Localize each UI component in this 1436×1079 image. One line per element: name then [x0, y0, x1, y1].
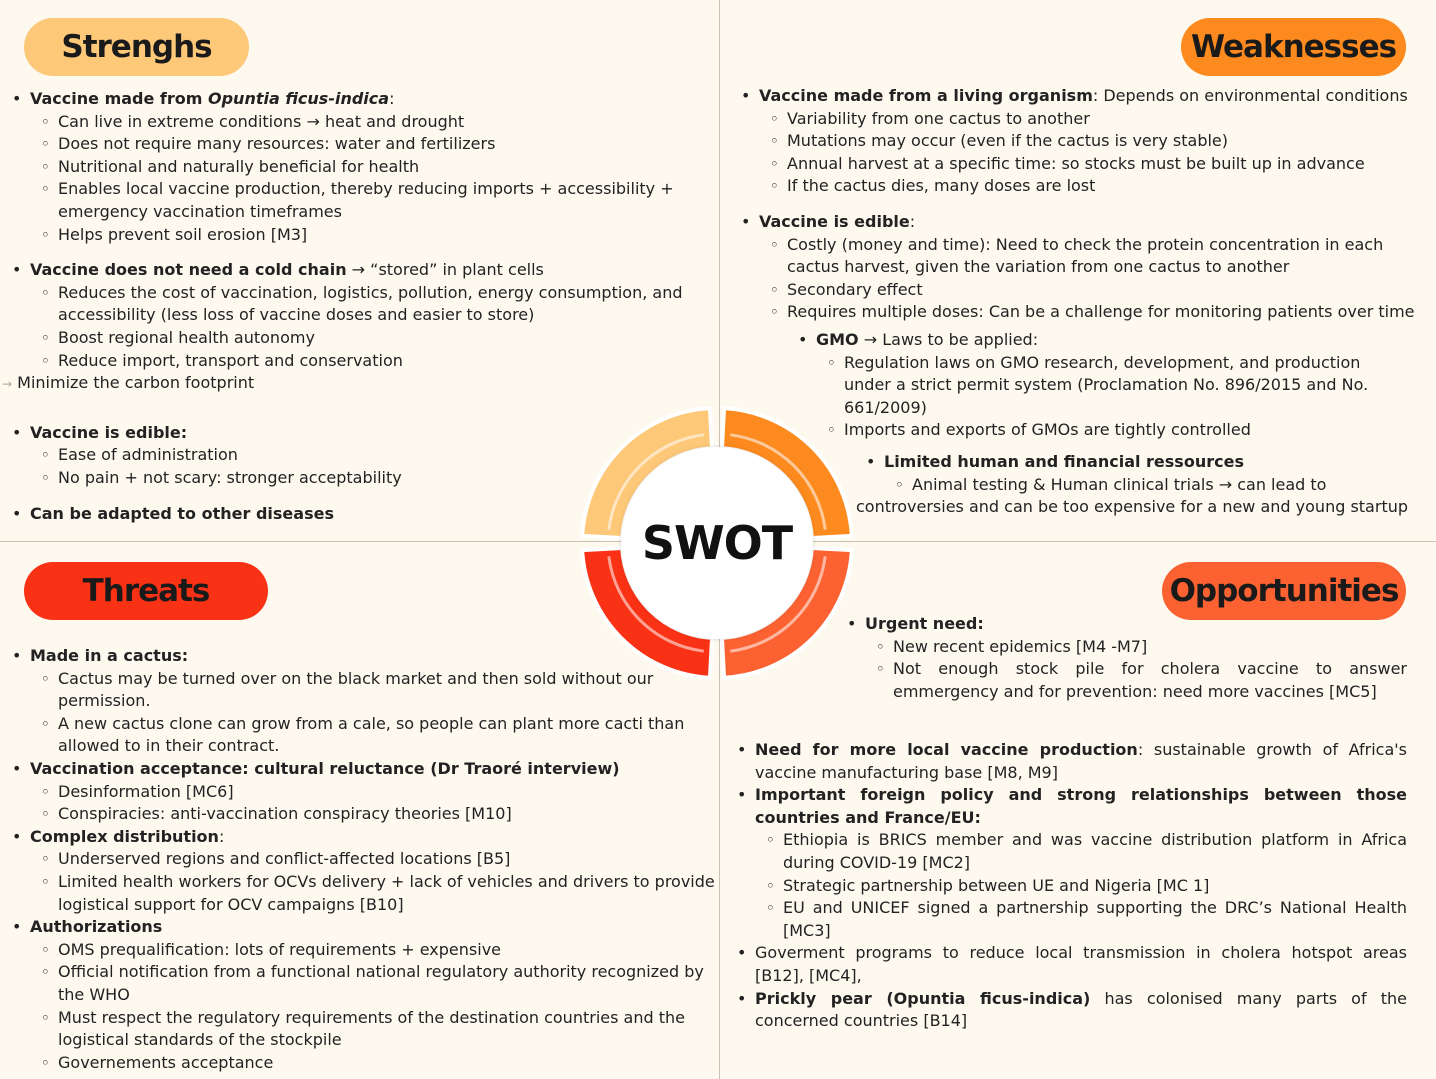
- opportunities-point-3: • Important foreign policy and strong relationships between those countries and France/EU:: [735, 784, 1407, 829]
- list-item: ◦ Cactus may be turned over on the black market and then sold without our permission.: [10, 668, 715, 713]
- list-item: ◦ Ethiopia is BRICS member and was vaccine distribution platform in Africa during COVID-19 [MC2]: [735, 829, 1407, 874]
- weaknesses-point-4: • Limited human and financial ressources: [864, 451, 1424, 474]
- arrow-icon: →: [2, 377, 13, 392]
- strengths-point-2: • Vaccine does not need a cold chain → “stored” in plant cells: [10, 259, 710, 282]
- list-item: ◦ Can live in extreme conditions → heat and drought: [10, 111, 710, 134]
- list-item: ◦ Requires multiple doses: Can be a challenge for monitoring patients over time: [739, 301, 1429, 324]
- threats-point-1: • Made in a cactus:: [10, 645, 715, 668]
- list-item: ◦ Enables local vaccine production, thereby reducing imports + accessibility + emergency vaccination timeframes: [10, 178, 710, 223]
- list-item: ◦ Ease of administration: [10, 444, 710, 467]
- strengths-point-1: • Vaccine made from Opuntia ficus-indica:: [10, 88, 710, 111]
- list-item: ◦ Underserved regions and conflict-affected locations [B5]: [10, 848, 715, 871]
- weaknesses-continuation: controversies and can be too expensive for a new and young startup: [856, 497, 1409, 517]
- opportunities-point-1: • Urgent need:: [845, 613, 1407, 636]
- list-item: ◦ Limited health workers for OCVs delivery + lack of vehicles and drivers to provide logistical support for OCV campaigns [B10]: [10, 871, 715, 916]
- list-item: ◦ Official notification from a functional national regulatory authority recognized by the WHO: [10, 961, 715, 1006]
- list-item: ◦ Regulation laws on GMO research, development, and production under a strict permit system (Proclamation No. 896/2015 and No. 661/2009): [796, 352, 1406, 420]
- list-item: ◦ Does not require many resources: water and fertilizers: [10, 133, 710, 156]
- list-item: ◦ Secondary effect: [739, 279, 1429, 302]
- threats-title: Threats: [24, 562, 268, 620]
- strengths-point-4: • Can be adapted to other diseases: [10, 503, 710, 526]
- opportunities-section: [845, 613, 1407, 703]
- list-item: ◦ Reduces the cost of vaccination, logistics, pollution, energy consumption, and accessibility (less loss of vaccine doses and easier to store): [10, 282, 710, 327]
- list-item: ◦ Mutations may occur (even if the cactus is very stable): [739, 130, 1429, 153]
- swot-center: SWOT: [621, 447, 813, 639]
- threats-section: [10, 645, 715, 1074]
- list-item: ◦ Not enough stock pile for cholera vaccine to answer emmergency and for prevention: need more vaccines [MC5]: [845, 658, 1407, 703]
- list-item: ◦ Animal testing & Human clinical trials → can lead to: [864, 474, 1424, 497]
- list-item: ◦ Boost regional health autonomy: [10, 327, 710, 350]
- list-item: ◦ OMS prequalification: lots of requirements + expensive: [10, 939, 715, 962]
- list-item: ◦ Variability from one cactus to another: [739, 108, 1429, 131]
- list-item: ◦ Reduce import, transport and conservation: [10, 350, 710, 373]
- list-item: ◦ Strategic partnership between UE and Nigeria [MC 1]: [735, 875, 1407, 898]
- weaknesses-point-3: • GMO → Laws to be applied:: [796, 329, 1406, 352]
- weaknesses-point-1: • Vaccine made from a living organism: Depends on environmental conditions: [739, 85, 1429, 108]
- threats-point-2: • Vaccination acceptance: cultural reluctance (Dr Traoré interview): [10, 758, 715, 781]
- list-item: ◦ Imports and exports of GMOs are tightly controlled: [796, 419, 1406, 442]
- list-item: ◦ EU and UNICEF signed a partnership supporting the DRC’s National Health [MC3]: [735, 897, 1407, 942]
- weaknesses-title: Weaknesses: [1181, 18, 1406, 76]
- strengths-title: Strenghs: [24, 18, 249, 76]
- strengths-note: → Minimize the carbon footprint: [2, 373, 255, 393]
- list-item: ◦ New recent epidemics [M4 -M7]: [845, 636, 1407, 659]
- list-item: ◦ A new cactus clone can grow from a cale, so people can plant more cacti than allowed to in their contract.: [10, 713, 715, 758]
- list-item: ◦ Annual harvest at a specific time: so stocks must be built up in advance: [739, 153, 1429, 176]
- opportunities-point-5: • Prickly pear (Opuntia ficus-indica) has colonised many parts of the concerned countries [B14]: [735, 988, 1407, 1033]
- list-item: ◦ No pain + not scary: stronger acceptability: [10, 467, 710, 490]
- list-item: ◦ Governements acceptance: [10, 1052, 715, 1075]
- weaknesses-point-2: • Vaccine is edible:: [739, 211, 1429, 234]
- threats-point-3: • Complex distribution:: [10, 826, 715, 849]
- list-item: ◦ Costly (money and time): Need to check the protein concentration in each cactus harvest, given the variation from one cactus to another: [739, 234, 1429, 279]
- list-item: ◦ Nutritional and naturally beneficial for health: [10, 156, 710, 179]
- list-item: ◦ Desinformation [MC6]: [10, 781, 715, 804]
- opportunities-point-4: • Goverment programs to reduce local transmission in cholera hotspot areas [B12], [MC4],: [735, 942, 1407, 987]
- opportunities-title: Opportunities: [1162, 562, 1406, 620]
- strengths-point-3: • Vaccine is edible:: [10, 422, 710, 445]
- list-item: ◦ Helps prevent soil erosion [M3]: [10, 224, 710, 247]
- list-item: ◦ Must respect the regulatory requirements of the destination countries and the logistical standards of the stockpile: [10, 1007, 715, 1052]
- opportunities-section-lower: [735, 739, 1407, 1033]
- list-item: ◦ If the cactus dies, many doses are lost: [739, 175, 1429, 198]
- threats-point-4: • Authorizations: [10, 916, 715, 939]
- list-item: ◦ Conspiracies: anti-vaccination conspiracy theories [M10]: [10, 803, 715, 826]
- opportunities-point-2: • Need for more local vaccine production: sustainable growth of Africa's vaccine manufacturing base [M8, M9]: [735, 739, 1407, 784]
